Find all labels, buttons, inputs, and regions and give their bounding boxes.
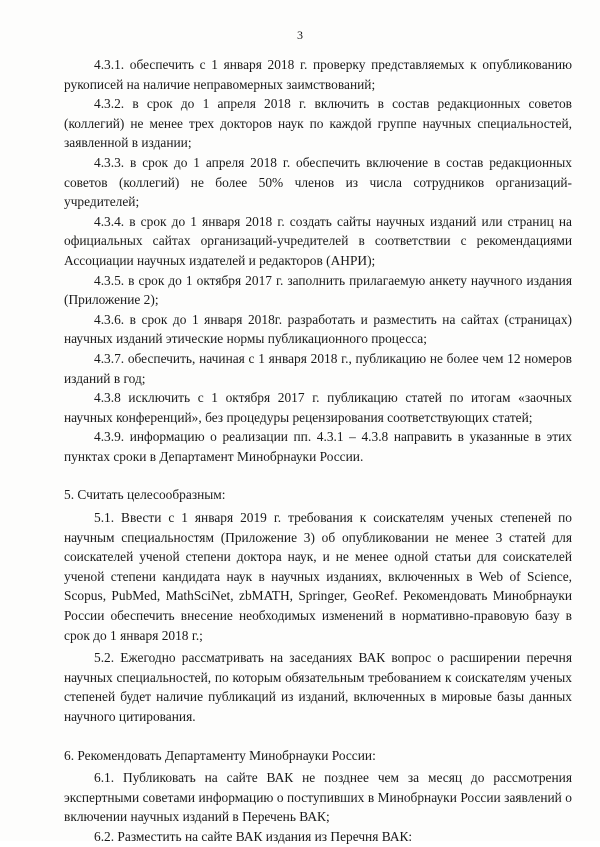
paragraph-4-3-5: 4.3.5. в срок до 1 октября 2017 г. заполнить прилагаемую анкету научного издания (Приложение 2);	[64, 272, 572, 308]
section-6-heading: 6. Рекомендовать Департаменту Минобрнауки России:	[64, 747, 376, 763]
document-body	[64, 55, 572, 847]
paragraph-4-3-3: 4.3.3. в срок до 1 апреля 2018 г. обеспечить включение в состав редакционных советов (коллегий) не более 50% членов из числа сотрудников организаций-учредителей;	[64, 154, 572, 210]
paragraph-4-3-8: 4.3.8 исключить с 1 октября 2017 г. публикацию статей по итогам «заочных научных конференций», без процедуры рецензирования соответствующих статей;	[64, 390, 572, 425]
paragraph-6-2: 6.2. Разместить на сайте ВАК издания из Перечня ВАК:	[94, 828, 413, 844]
paragraph-4-3-6: 4.3.6. в срок до 1 января 2018г. разработать и разместить на сайтах (страницах) научных изданий этические нормы публикационного процесса;	[64, 311, 572, 347]
paragraph-5-1: 5.1. Ввести с 1 января 2019 г. требования к соискателям ученых степеней по научным специальностям (Приложение 3) об опубликовании не менее 3 статей для соискателей ученой степени доктора наук, и не менее одной статьи для соискателей ученой степени кандидата наук в научных изданиях, включенных в Web of Science, Scopus, PubMed, MathSciNet, zbMATH, Springer, GeoRef. Рекомендовать Минобрнауки России обеспечить внесение необходимых изменений в нормативно-правовую базу в срок до 1 января 2018 г.;	[64, 510, 572, 643]
paragraph-5-2: 5.2. Ежегодно рассматривать на заседаниях ВАК вопрос о расширении перечня научных специальностей, по которым обязательным требованием к соискателям ученых степеней будет наличие публикаций из изданий, включенных в мировые базы данных научного цитирования.	[64, 650, 572, 724]
paragraph-4-3-7: 4.3.7. обеспечить, начиная с 1 января 2018 г., публикацию не более чем 12 номеров изданий в год;	[64, 350, 572, 386]
paragraph-4-3-4: 4.3.4. в срок до 1 января 2018 г. создать сайты научных изданий или страниц на официальных сайтах организаций-учредителей в соответствии с рекомендациями Ассоциации научных издателей и редакторов (АНРИ);	[64, 213, 572, 268]
paragraph-6-1: 6.1. Публиковать на сайте ВАК не позднее чем за месяц до рассмотрения экспертными советами информацию о поступивших в Минобрнауки России заявлений о включении научных изданий в Перечень ВАК;	[64, 770, 572, 825]
paragraph-4-3-2: 4.3.2. в срок до 1 апреля 2018 г. включить в состав редакционных советов (коллегий) не менее трех докторов наук по каждой группе научных специальностей, заявленной в издании;	[64, 96, 572, 151]
paragraph-4-3-9: 4.3.9. информацию о реализации пп. 4.3.1 – 4.3.8 направить в указанные в этих пунктах сроки в Департамент Минобрнауки России.	[64, 429, 572, 464]
paragraph-4-3-1: 4.3.1. обеспечить с 1 января 2018 г. проверку представляемых к опубликованию рукописей на наличие неправомерных заимствований;	[64, 57, 572, 92]
section-5-heading: 5. Считать целесообразным:	[64, 487, 226, 503]
page-number: 3	[297, 28, 303, 42]
